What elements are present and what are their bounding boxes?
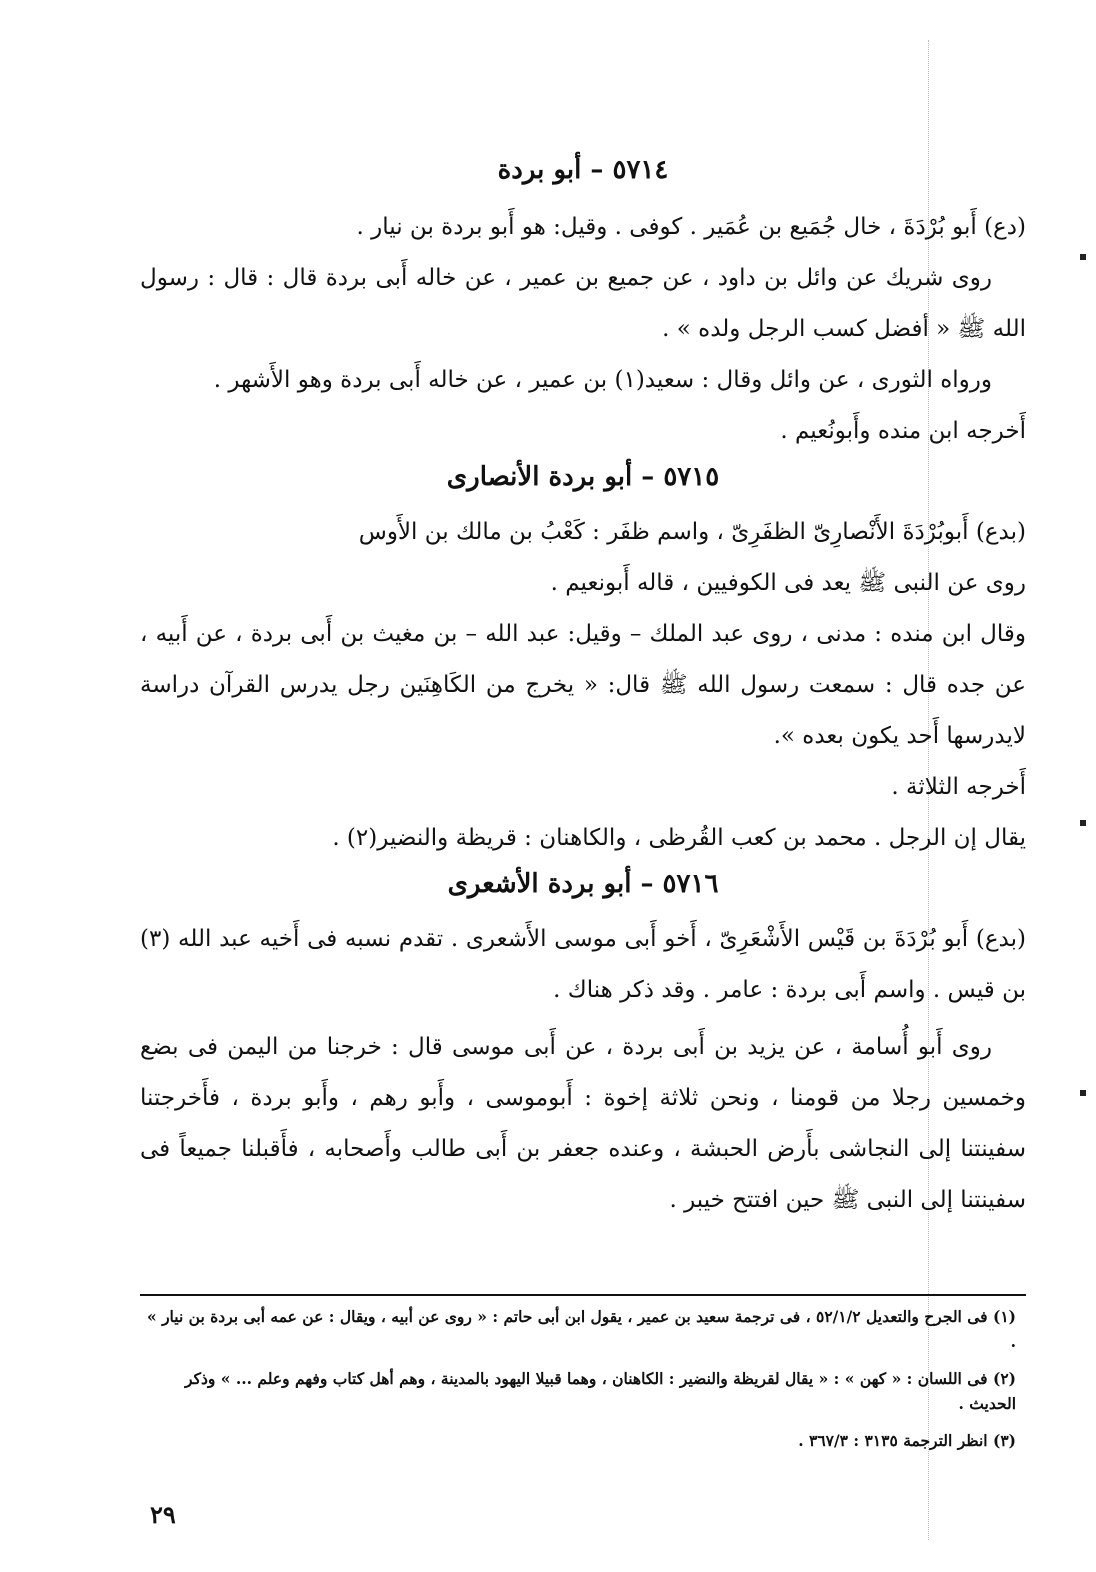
entry-title: ٥٧١٤ – أبو بردة	[497, 155, 669, 185]
footnote: (٣) انظر الترجمة ٣١٣٥ : ٣٦٧/٣ .	[798, 1431, 1016, 1450]
footnote: (٢) فى اللسان : « كهن » : « يقال لقريظة والنضير : الكاهنان ، وهما قبيلا اليهود بالمدينة ، وهم أهل كتاب وفهم وعلم ... » وذكر الحديث .	[185, 1369, 1016, 1413]
entry-paragraph: يقال إن الرجل . محمد بن كعب القُرظى ، والكاهنان : قريظة والنضير(٢) .	[332, 825, 1026, 851]
footnote-divider	[140, 1294, 1026, 1296]
entry-paragraph: (دع) أَبو بُرْدَةَ ، خال جُمَيع بن عُمَير . كوفى . وقيل: هو أَبو بردة بن نيار .	[356, 214, 1026, 240]
entry-paragraph: (بدع) أَبوبُرْدَةَ الأَنْصارِىّ الظفَرِىّ ، واسم ظفَر : كَعْبُ بن مالك بن الأَوس	[358, 519, 1026, 545]
main-text	[140, 150, 1026, 1226]
entry-title: ٥٧١٥ – أبو بردة الأنصارى	[446, 462, 720, 492]
entry-title: ٥٧١٦ – أبو بردة الأشعرى	[447, 869, 719, 899]
footnotes	[140, 1304, 1016, 1465]
entry-paragraph: أَخرجه ابن منده وأَبونُعيم .	[780, 418, 1026, 444]
entry-paragraph: وقال ابن منده : مدنى ، روى عبد الملك – وقيل: عبد الله – بن مغيث بن أَبى بردة ، عن أَبيه ، عن جده قال : سمعت رسول الله ﷺ قال: « يخرج من الكَاهِنَين رجل يدرس القرآن دراسة لايدرسها أَحد يكون بعده ».	[140, 621, 1026, 749]
page-number: ٢٩	[150, 1500, 176, 1529]
entry-paragraph: روى أَبو أُسامة ، عن يزيد بن أَبى بردة ، عن أَبى موسى قال : خرجنا من اليمن فى بضع وخمسين رجلا من قومنا ، ونحن ثلاثة إخوة : أَبوموسى ، وأَبو رهم ، وأَبو بردة ، فأَخرجتنا سفينتنا إلى النجاشى بأَرض الحبشة ، وعنده جعفر بن أَبى طالب وأَصحابه ، فأَقبلنا جميعاً فى سفينتنا إلى النبى ﷺ حين افتتح خيبر .	[140, 1034, 1026, 1213]
footnote: (١) فى الجرح والتعديل ٥٢/١/٢ ، فى ترجمة سعيد بن عمير ، يقول ابن أبى حاتم : « روى عن أبيه ، ويقال : عن عمه أبى بردة بن نيار » .	[146, 1307, 1016, 1351]
margin-dot	[1080, 254, 1086, 260]
entry-paragraph: ورواه الثورى ، عن وائل وقال : سعيد(١) بن عمير ، عن خاله أَبى بردة وهو الأَشهر .	[213, 367, 992, 393]
entry-5716	[140, 864, 1026, 1226]
entry-paragraph: أَخرجه الثلاثة .	[891, 774, 1026, 800]
entry-paragraph: روى شريك عن وائل بن داود ، عن جميع بن عمير ، عن خاله أَبى بردة قال : قال : رسول الله ﷺ « أفضل كسب الرجل ولده » .	[140, 265, 1026, 342]
entry-paragraph: (بدع) أَبو بُرْدَةَ بن قَيْس الأَشْعَرِىّ ، أَخو أَبى موسى الأَشعرى . تقدم نسبه فى أَخيه عبد الله (٣) بن قيس . واسم أَبى بردة : عامر . وقد ذكر هناك .	[140, 926, 1026, 1003]
entry-paragraph: روى عن النبى ﷺ يعد فى الكوفيين ، قاله أَبونعيم .	[550, 570, 1026, 596]
entry-5714	[140, 150, 1026, 457]
margin-dot	[1080, 820, 1086, 826]
entry-5715	[140, 457, 1026, 864]
margin-dot	[1080, 1090, 1086, 1096]
